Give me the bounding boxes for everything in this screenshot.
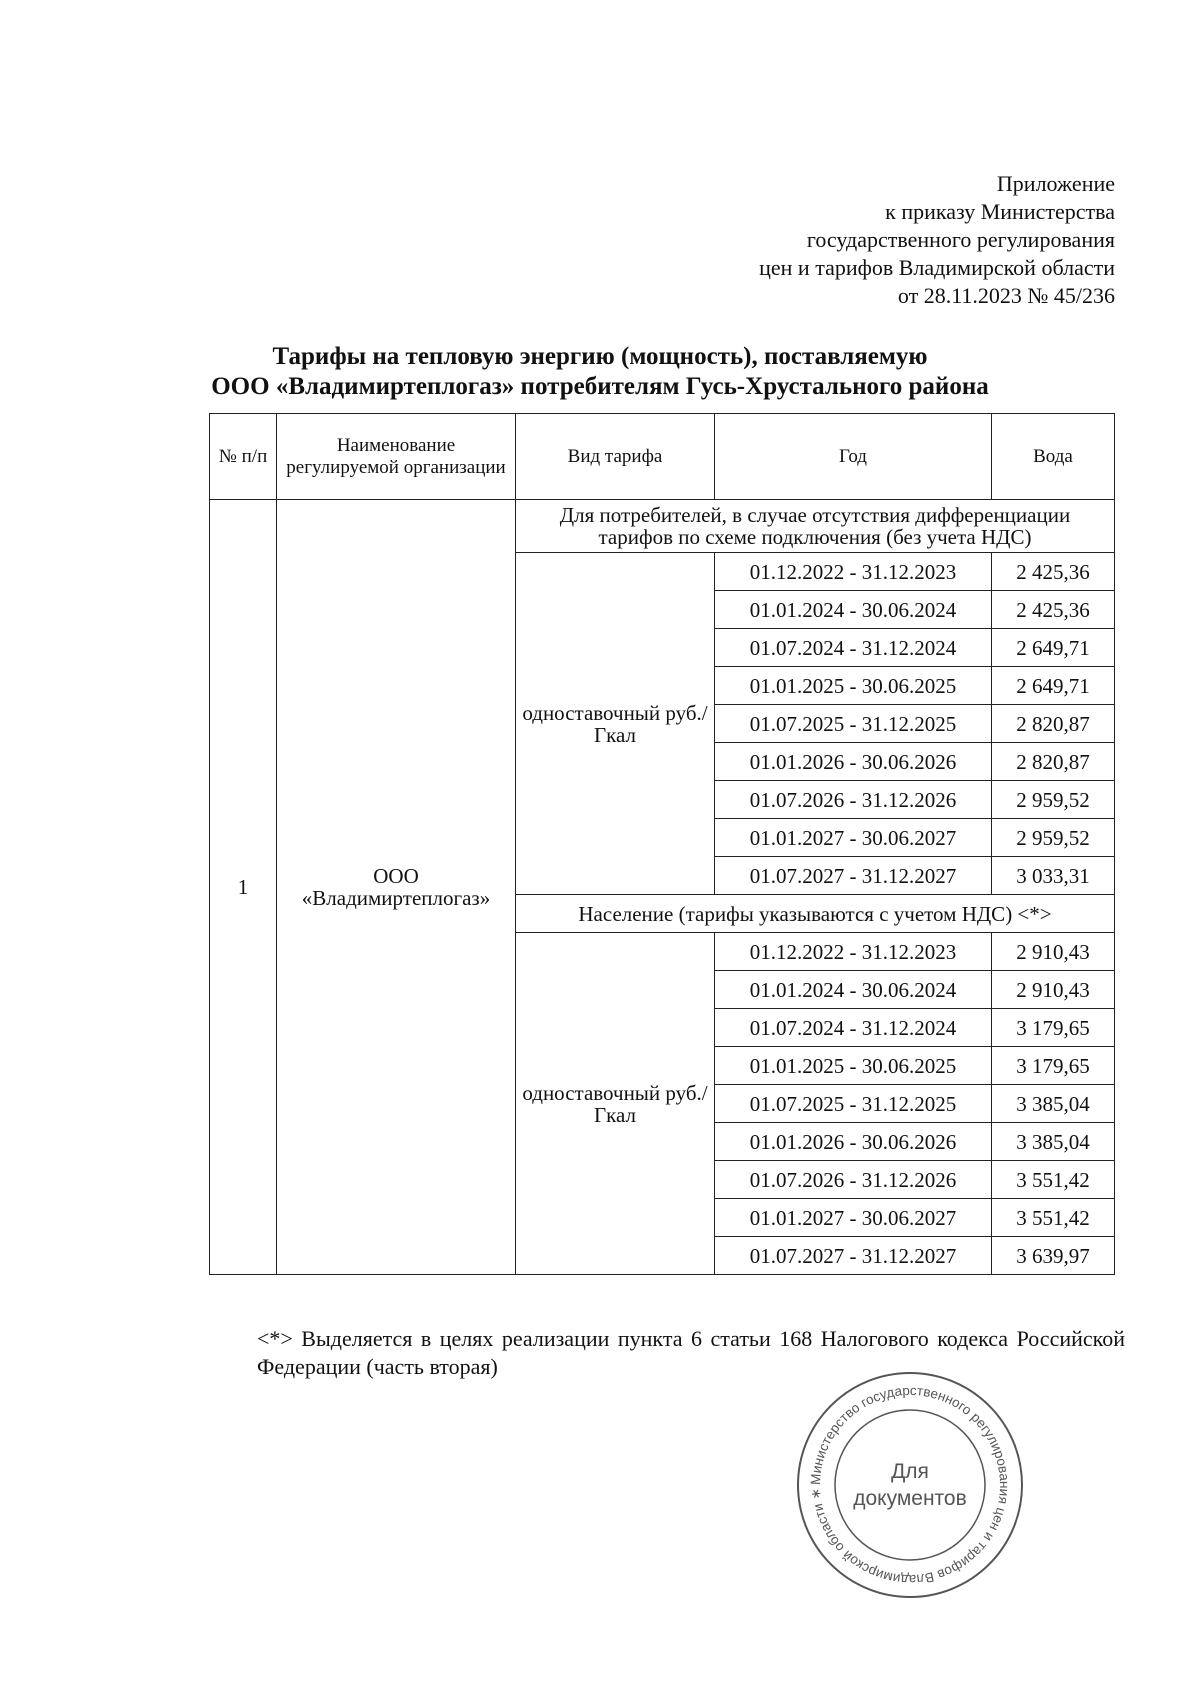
tariff-type: одноставочный руб./Гкал xyxy=(516,933,715,1275)
value-cell: 2 820,87 xyxy=(992,705,1115,743)
value-cell: 3 033,31 xyxy=(992,857,1115,895)
period-cell: 01.07.2026 - 31.12.2026 xyxy=(715,781,992,819)
stamp-outer-ring xyxy=(798,1373,1022,1597)
annex-line: Приложение xyxy=(996,171,1115,196)
value-cell: 3 639,97 xyxy=(992,1237,1115,1275)
footnote-text: <*> Выделяется в целях реализации пункта 6 статьи 168 Налогового кодекса Российской Федерации (часть вторая) xyxy=(257,1326,1125,1379)
row-number: 1 xyxy=(210,500,277,1275)
period-cell: 01.07.2024 - 31.12.2024 xyxy=(715,629,992,667)
tariff-type: одноставочный руб./Гкал xyxy=(516,553,715,895)
period-cell: 01.01.2027 - 30.06.2027 xyxy=(715,819,992,857)
tariff-table xyxy=(209,413,1115,1275)
stamp-inner-ring xyxy=(835,1410,985,1560)
section-heading: Для потребителей, в случае отсутствия дифференциации тарифов по схеме подключения (без учета НДС) xyxy=(516,500,1115,553)
value-cell: 2 959,52 xyxy=(992,819,1115,857)
header-year: Год xyxy=(715,414,992,500)
value-cell: 2 425,36 xyxy=(992,591,1115,629)
value-cell: 3 179,65 xyxy=(992,1009,1115,1047)
value-cell: 2 649,71 xyxy=(992,667,1115,705)
value-cell: 2 425,36 xyxy=(992,553,1115,591)
stamp-center-line-2: документов xyxy=(853,1487,967,1510)
period-cell: 01.12.2022 - 31.12.2023 xyxy=(715,933,992,971)
period-cell: 01.12.2022 - 31.12.2023 xyxy=(715,553,992,591)
period-cell: 01.07.2026 - 31.12.2026 xyxy=(715,1161,992,1199)
annex-line: государственного регулирования xyxy=(806,227,1115,252)
header-row xyxy=(210,414,1115,500)
period-cell: 01.07.2027 - 31.12.2027 xyxy=(715,1237,992,1275)
title-line-2: ООО «Владимиртеплогаз» потребителям Гусь-Хрустального района xyxy=(211,373,989,400)
value-cell: 2 910,43 xyxy=(992,933,1115,971)
period-cell: 01.01.2026 - 30.06.2026 xyxy=(715,1123,992,1161)
value-cell: 3 551,42 xyxy=(992,1161,1115,1199)
stamp-center-line-1: Для xyxy=(891,1460,929,1483)
stamp-seal xyxy=(795,1370,1025,1600)
value-cell: 3 385,04 xyxy=(992,1123,1115,1161)
period-cell: 01.01.2025 - 30.06.2025 xyxy=(715,667,992,705)
annex-line: к приказу Министерства xyxy=(885,199,1115,224)
value-cell: 3 551,42 xyxy=(992,1199,1115,1237)
period-cell: 01.07.2027 - 31.12.2027 xyxy=(715,857,992,895)
value-cell: 2 910,43 xyxy=(992,971,1115,1009)
title-line-1: Тарифы на тепловую энергию (мощность), поставляемую xyxy=(272,343,928,370)
period-cell: 01.07.2025 - 31.12.2025 xyxy=(715,705,992,743)
document-title xyxy=(0,342,1200,402)
stamp-ring-text: Министерство государственного регулирования цен и тарифов Владимирской области ∗ xyxy=(807,1382,1013,1588)
section-heading-row xyxy=(210,500,1115,553)
value-cell: 3 179,65 xyxy=(992,1047,1115,1085)
value-cell: 2 820,87 xyxy=(992,743,1115,781)
header-num: № п/п xyxy=(210,414,277,500)
section-heading: Население (тарифы указываются с учетом НДС) <*> xyxy=(516,895,1115,933)
period-cell: 01.01.2024 - 30.06.2024 xyxy=(715,591,992,629)
period-cell: 01.01.2027 - 30.06.2027 xyxy=(715,1199,992,1237)
header-type: Вид тарифа xyxy=(516,414,715,500)
annex-block xyxy=(759,170,1115,310)
annex-line: цен и тарифов Владимирской области xyxy=(759,255,1115,280)
value-cell: 3 385,04 xyxy=(992,1085,1115,1123)
period-cell: 01.01.2026 - 30.06.2026 xyxy=(715,743,992,781)
period-cell: 01.07.2024 - 31.12.2024 xyxy=(715,1009,992,1047)
value-cell: 2 649,71 xyxy=(992,629,1115,667)
header-org: Наименование регулируемой организации xyxy=(277,414,516,500)
header-water: Вода xyxy=(992,414,1115,500)
period-cell: 01.07.2025 - 31.12.2025 xyxy=(715,1085,992,1123)
period-cell: 01.01.2025 - 30.06.2025 xyxy=(715,1047,992,1085)
annex-line: от 28.11.2023 № 45/236 xyxy=(897,283,1115,308)
value-cell: 2 959,52 xyxy=(992,781,1115,819)
period-cell: 01.01.2024 - 30.06.2024 xyxy=(715,971,992,1009)
org-name: ООО «Владимиртеплогаз» xyxy=(277,500,516,1275)
